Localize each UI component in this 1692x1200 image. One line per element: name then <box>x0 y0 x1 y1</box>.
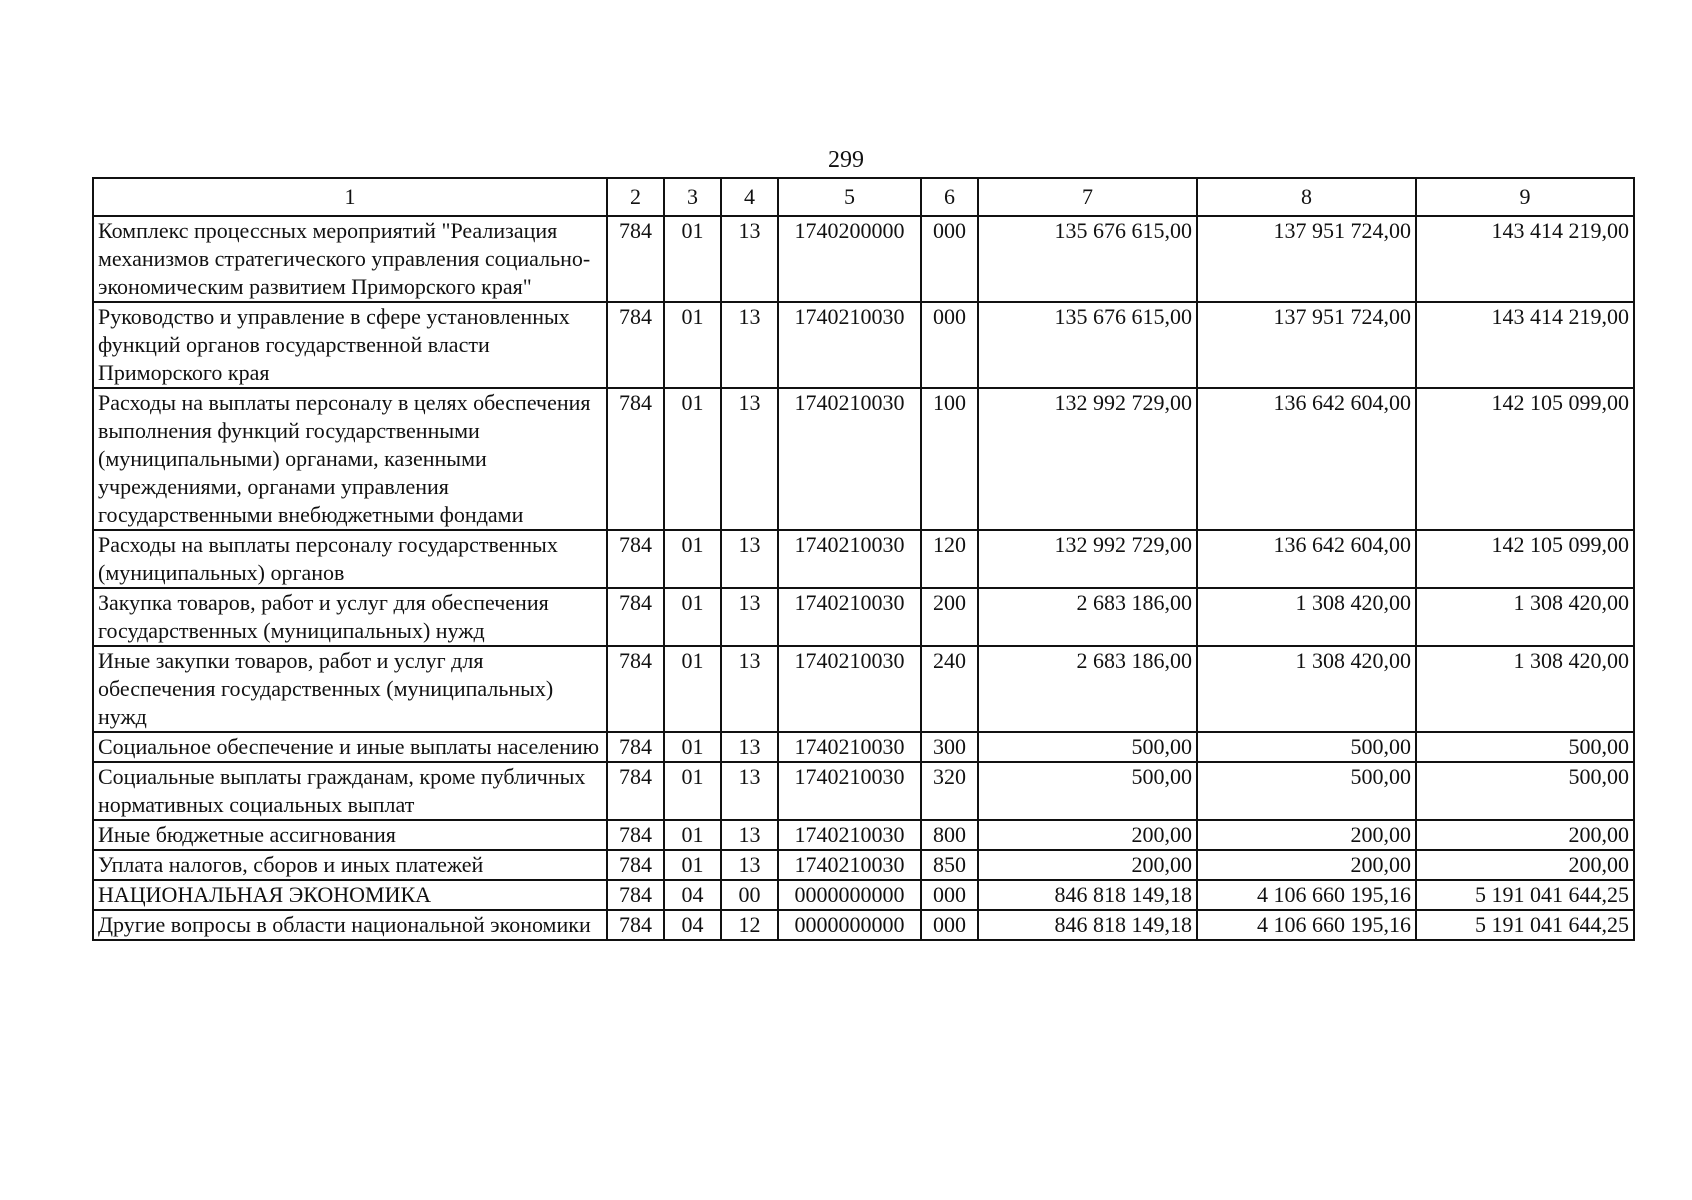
row-name: Уплата налогов, сборов и иных платежей <box>93 850 607 880</box>
table-row <box>93 588 1634 646</box>
section-code: 01 <box>664 302 721 388</box>
ministry-code: 784 <box>607 820 664 850</box>
expense-type-code: 300 <box>921 732 978 762</box>
subsection-code: 13 <box>721 732 778 762</box>
amount-col-9: 1 308 420,00 <box>1416 646 1634 732</box>
ministry-code: 784 <box>607 388 664 530</box>
section-code: 01 <box>664 820 721 850</box>
row-name: Иные закупки товаров, работ и услуг для обеспечения государственных (муниципальных) нужд <box>93 646 607 732</box>
section-code: 01 <box>664 530 721 588</box>
row-name: Иные бюджетные ассигнования <box>93 820 607 850</box>
column-header: 3 <box>664 178 721 216</box>
subsection-code: 13 <box>721 302 778 388</box>
expense-type-code: 200 <box>921 588 978 646</box>
row-name: Расходы на выплаты персоналу в целях обеспечения выполнения функций государственными (муниципальными) органами, казенными учреждениями, органами управления государственными внебюджетными фондами <box>93 388 607 530</box>
amount-col-8: 4 106 660 195,16 <box>1197 880 1416 910</box>
amount-col-9: 143 414 219,00 <box>1416 302 1634 388</box>
target-article-code: 1740210030 <box>778 762 921 820</box>
table-row <box>93 910 1634 940</box>
column-header: 2 <box>607 178 664 216</box>
amount-col-9: 1 308 420,00 <box>1416 588 1634 646</box>
subsection-code: 13 <box>721 530 778 588</box>
amount-col-7: 132 992 729,00 <box>978 388 1197 530</box>
ministry-code: 784 <box>607 762 664 820</box>
amount-col-8: 500,00 <box>1197 732 1416 762</box>
column-header: 8 <box>1197 178 1416 216</box>
table-row <box>93 530 1634 588</box>
target-article-code: 0000000000 <box>778 880 921 910</box>
amount-col-7: 200,00 <box>978 850 1197 880</box>
expense-type-code: 100 <box>921 388 978 530</box>
subsection-code: 13 <box>721 216 778 302</box>
target-article-code: 1740210030 <box>778 820 921 850</box>
amount-col-7: 500,00 <box>978 762 1197 820</box>
ministry-code: 784 <box>607 302 664 388</box>
target-article-code: 1740210030 <box>778 530 921 588</box>
expense-type-code: 240 <box>921 646 978 732</box>
row-name: Другие вопросы в области национальной экономики <box>93 910 607 940</box>
subsection-code: 00 <box>721 880 778 910</box>
section-code: 04 <box>664 880 721 910</box>
amount-col-8: 4 106 660 195,16 <box>1197 910 1416 940</box>
row-name: НАЦИОНАЛЬНАЯ ЭКОНОМИКА <box>93 880 607 910</box>
amount-col-7: 846 818 149,18 <box>978 880 1197 910</box>
amount-col-7: 200,00 <box>978 820 1197 850</box>
page-number: 299 <box>828 147 864 173</box>
row-name: Социальные выплаты гражданам, кроме публичных нормативных социальных выплат <box>93 762 607 820</box>
target-article-code: 0000000000 <box>778 910 921 940</box>
column-header: 7 <box>978 178 1197 216</box>
row-name: Комплекс процессных мероприятий "Реализация механизмов стратегического управления социально-экономическим развитием Приморского края" <box>93 216 607 302</box>
target-article-code: 1740210030 <box>778 588 921 646</box>
table-row <box>93 880 1634 910</box>
column-header: 1 <box>93 178 607 216</box>
amount-col-9: 5 191 041 644,25 <box>1416 910 1634 940</box>
subsection-code: 13 <box>721 588 778 646</box>
amount-col-7: 132 992 729,00 <box>978 530 1197 588</box>
amount-col-7: 135 676 615,00 <box>978 302 1197 388</box>
column-header: 6 <box>921 178 978 216</box>
column-header: 5 <box>778 178 921 216</box>
section-code: 01 <box>664 588 721 646</box>
amount-col-9: 500,00 <box>1416 732 1634 762</box>
amount-col-9: 142 105 099,00 <box>1416 530 1634 588</box>
subsection-code: 13 <box>721 850 778 880</box>
amount-col-9: 142 105 099,00 <box>1416 388 1634 530</box>
target-article-code: 1740210030 <box>778 732 921 762</box>
table-row <box>93 820 1634 850</box>
column-number-row <box>93 178 1634 216</box>
amount-col-8: 136 642 604,00 <box>1197 530 1416 588</box>
column-header: 9 <box>1416 178 1634 216</box>
row-name: Социальное обеспечение и иные выплаты населению <box>93 732 607 762</box>
subsection-code: 13 <box>721 646 778 732</box>
expense-type-code: 000 <box>921 910 978 940</box>
row-name: Закупка товаров, работ и услуг для обеспечения государственных (муниципальных) нужд <box>93 588 607 646</box>
target-article-code: 1740210030 <box>778 302 921 388</box>
section-code: 04 <box>664 910 721 940</box>
table-row <box>93 388 1634 530</box>
amount-col-8: 137 951 724,00 <box>1197 216 1416 302</box>
expense-type-code: 850 <box>921 850 978 880</box>
amount-col-7: 846 818 149,18 <box>978 910 1197 940</box>
expense-type-code: 000 <box>921 880 978 910</box>
amount-col-9: 200,00 <box>1416 850 1634 880</box>
table-row <box>93 762 1634 820</box>
ministry-code: 784 <box>607 732 664 762</box>
ministry-code: 784 <box>607 850 664 880</box>
expense-type-code: 320 <box>921 762 978 820</box>
section-code: 01 <box>664 216 721 302</box>
target-article-code: 1740210030 <box>778 646 921 732</box>
amount-col-8: 500,00 <box>1197 762 1416 820</box>
amount-col-7: 500,00 <box>978 732 1197 762</box>
row-name: Расходы на выплаты персоналу государственных (муниципальных) органов <box>93 530 607 588</box>
table-row <box>93 646 1634 732</box>
amount-col-8: 1 308 420,00 <box>1197 588 1416 646</box>
ministry-code: 784 <box>607 646 664 732</box>
amount-col-9: 143 414 219,00 <box>1416 216 1634 302</box>
amount-col-8: 200,00 <box>1197 850 1416 880</box>
amount-col-9: 200,00 <box>1416 820 1634 850</box>
ministry-code: 784 <box>607 910 664 940</box>
subsection-code: 13 <box>721 388 778 530</box>
amount-col-7: 2 683 186,00 <box>978 588 1197 646</box>
amount-col-7: 135 676 615,00 <box>978 216 1197 302</box>
section-code: 01 <box>664 762 721 820</box>
section-code: 01 <box>664 388 721 530</box>
table-row <box>93 732 1634 762</box>
subsection-code: 13 <box>721 820 778 850</box>
ministry-code: 784 <box>607 880 664 910</box>
amount-col-8: 136 642 604,00 <box>1197 388 1416 530</box>
amount-col-8: 200,00 <box>1197 820 1416 850</box>
target-article-code: 1740210030 <box>778 388 921 530</box>
subsection-code: 13 <box>721 762 778 820</box>
expense-type-code: 000 <box>921 302 978 388</box>
column-header: 4 <box>721 178 778 216</box>
expense-type-code: 120 <box>921 530 978 588</box>
expense-type-code: 000 <box>921 216 978 302</box>
amount-col-9: 5 191 041 644,25 <box>1416 880 1634 910</box>
subsection-code: 12 <box>721 910 778 940</box>
section-code: 01 <box>664 850 721 880</box>
ministry-code: 784 <box>607 588 664 646</box>
expense-type-code: 800 <box>921 820 978 850</box>
amount-col-8: 137 951 724,00 <box>1197 302 1416 388</box>
row-name: Руководство и управление в сфере установленных функций органов государственной власти Приморского края <box>93 302 607 388</box>
section-code: 01 <box>664 732 721 762</box>
table-row <box>93 850 1634 880</box>
ministry-code: 784 <box>607 216 664 302</box>
amount-col-7: 2 683 186,00 <box>978 646 1197 732</box>
amount-col-9: 500,00 <box>1416 762 1634 820</box>
table-row <box>93 216 1634 302</box>
ministry-code: 784 <box>607 530 664 588</box>
budget-table <box>92 177 1635 941</box>
section-code: 01 <box>664 646 721 732</box>
table-row <box>93 302 1634 388</box>
target-article-code: 1740200000 <box>778 216 921 302</box>
target-article-code: 1740210030 <box>778 850 921 880</box>
amount-col-8: 1 308 420,00 <box>1197 646 1416 732</box>
